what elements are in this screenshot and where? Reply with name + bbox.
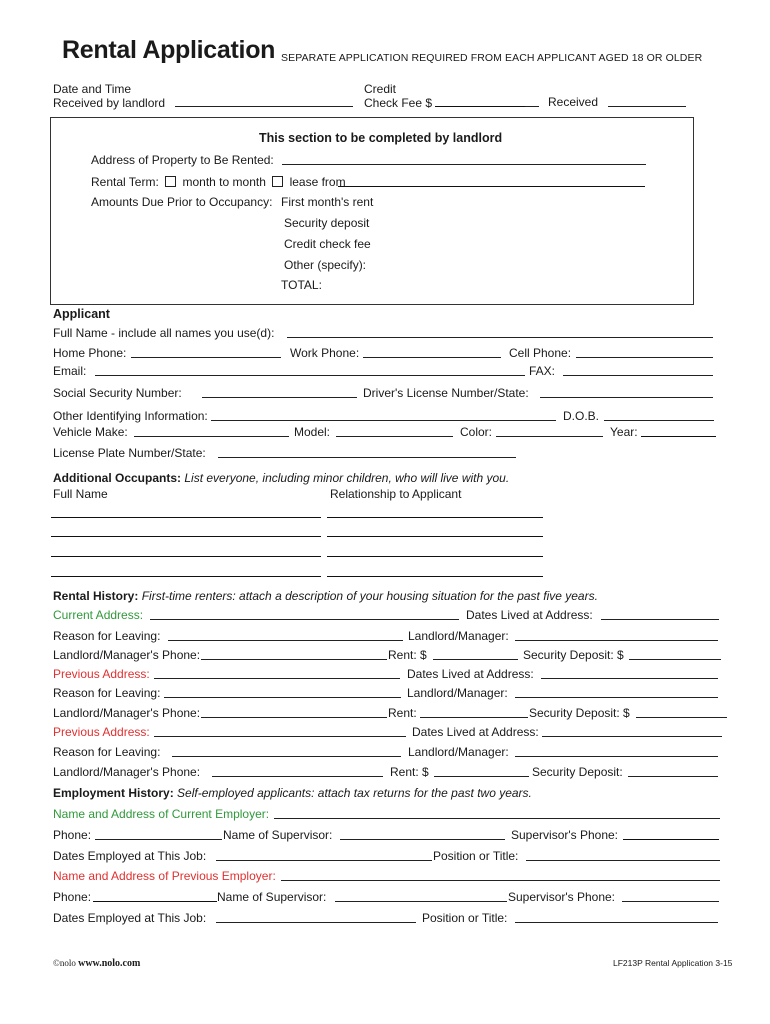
current-address-field[interactable]	[150, 619, 459, 620]
position-label: Position or Title:	[422, 911, 508, 925]
reason-leaving-label: Reason for Leaving:	[53, 629, 161, 643]
occupant-relationship-field[interactable]	[327, 576, 543, 577]
security-deposit-field[interactable]	[628, 776, 718, 777]
lm-phone-field[interactable]	[212, 776, 383, 777]
dob-field[interactable]	[604, 420, 714, 421]
employer-phone-field[interactable]	[95, 839, 222, 840]
lm-phone-label: Landlord/Manager's Phone:	[53, 648, 201, 662]
dates-employed-field[interactable]	[216, 922, 416, 923]
first-month-rent-label: First month's rent	[281, 195, 374, 209]
rental-history-heading: Rental History:	[53, 589, 139, 603]
supervisor-field[interactable]	[335, 901, 507, 902]
rental-history-header	[53, 589, 598, 603]
dates-employed-field[interactable]	[216, 860, 432, 861]
occupant-relationship-column: Relationship to Applicant	[330, 487, 462, 501]
rent-label: Rent: $	[388, 648, 427, 662]
cell-phone-label: Cell Phone:	[509, 346, 572, 360]
form-code: LF213P Rental Application 3-15	[613, 958, 733, 968]
rent-label: Rent: $	[390, 765, 429, 779]
landlord-manager-label: Landlord/Manager:	[408, 745, 509, 759]
landlord-section-heading: This section to be completed by landlord	[259, 131, 503, 145]
received-by-landlord-field[interactable]	[175, 106, 353, 107]
received-field[interactable]	[608, 106, 686, 107]
security-deposit-label: Security Deposit: $	[529, 706, 630, 720]
lm-phone-label: Landlord/Manager's Phone:	[53, 765, 201, 779]
work-phone-field[interactable]	[363, 357, 501, 358]
amounts-due-label: Amounts Due Prior to Occupancy:	[91, 195, 273, 209]
year-field[interactable]	[641, 436, 716, 437]
landlord-section-box	[50, 117, 694, 305]
lm-phone-field[interactable]	[201, 717, 387, 718]
employment-instruction: Self-employed applicants: attach tax returns for the past two years.	[177, 786, 532, 800]
other-specify-label: Other (specify):	[284, 258, 367, 272]
occupants-header	[53, 471, 509, 485]
vehicle-make-label: Vehicle Make:	[53, 425, 128, 439]
supervisor-phone-field[interactable]	[622, 901, 719, 902]
reason-leaving-field[interactable]	[172, 756, 401, 757]
previous-employer-field[interactable]	[281, 880, 720, 881]
drivers-license-label: Driver's License Number/State:	[363, 386, 529, 400]
home-phone-field[interactable]	[131, 357, 281, 358]
supervisor-field[interactable]	[340, 839, 505, 840]
email-label: Email:	[53, 364, 87, 378]
occupants-instruction: List everyone, including minor children, who will live with you.	[184, 471, 510, 485]
rent-field[interactable]	[420, 717, 528, 718]
employer-phone-label: Phone:	[53, 828, 92, 842]
occupant-name-field[interactable]	[51, 517, 321, 518]
nolo-url: www.nolo.com	[78, 958, 141, 969]
received-by-landlord-label: Received by landlord	[53, 96, 166, 110]
dates-lived-label: Dates Lived at Address:	[407, 667, 534, 681]
landlord-manager-label: Landlord/Manager:	[408, 629, 509, 643]
previous-address-label: Previous Address:	[53, 725, 150, 739]
form-subtitle: SEPARATE APPLICATION REQUIRED FROM EACH APPLICANT AGED 18 OR OLDER	[281, 52, 703, 64]
employer-phone-label: Phone:	[53, 890, 92, 904]
supervisor-label: Name of Supervisor:	[217, 890, 327, 904]
supervisor-label: Name of Supervisor:	[223, 828, 333, 842]
landlord-manager-field[interactable]	[515, 697, 718, 698]
date-time-label: Date and Time	[53, 82, 132, 96]
previous-employer-label: Name and Address of Previous Employer:	[53, 869, 276, 883]
security-deposit-field[interactable]	[636, 717, 727, 718]
color-label: Color:	[460, 425, 493, 439]
fax-field[interactable]	[563, 375, 713, 376]
occupant-name-column: Full Name	[53, 487, 108, 501]
footer-left	[53, 958, 140, 969]
model-label: Model:	[294, 425, 331, 439]
rent-label: Rent:	[388, 706, 417, 720]
position-field[interactable]	[515, 922, 718, 923]
property-address-field[interactable]	[282, 164, 646, 165]
full-name-label: Full Name - include all names you use(d):	[53, 326, 275, 340]
reason-leaving-field[interactable]	[168, 640, 403, 641]
occupants-heading: Additional Occupants:	[53, 471, 182, 485]
dates-lived-field[interactable]	[542, 736, 722, 737]
lease-checkbox[interactable]	[272, 176, 283, 187]
check-fee-field[interactable]	[435, 106, 525, 107]
model-field[interactable]	[336, 436, 453, 437]
dates-employed-label: Dates Employed at This Job:	[53, 849, 207, 863]
year-label: Year:	[610, 425, 638, 439]
vehicle-make-field[interactable]	[134, 436, 289, 437]
credit-label: Credit	[364, 82, 397, 96]
lm-phone-field[interactable]	[201, 659, 387, 660]
cell-phone-field[interactable]	[576, 357, 713, 358]
full-name-field[interactable]	[287, 337, 713, 338]
total-label: TOTAL:	[281, 278, 322, 292]
security-deposit-label: Security Deposit: $	[523, 648, 624, 662]
lm-phone-label: Landlord/Manager's Phone:	[53, 706, 201, 720]
rental-term-row: Rental Term: month to month lease from	[91, 175, 346, 189]
landlord-manager-label: Landlord/Manager:	[407, 686, 508, 700]
current-employer-field[interactable]	[274, 818, 720, 819]
occupant-relationship-field[interactable]	[327, 536, 543, 537]
reason-leaving-field[interactable]	[164, 697, 401, 698]
other-id-field[interactable]	[211, 420, 556, 421]
supervisor-phone-label: Supervisor's Phone:	[511, 828, 619, 842]
dates-lived-field[interactable]	[541, 678, 718, 679]
occupant-relationship-field[interactable]	[327, 517, 543, 518]
check-fee-label: Check Fee $	[364, 96, 433, 110]
other-id-label: Other Identifying Information:	[53, 409, 208, 423]
plate-field[interactable]	[218, 457, 516, 458]
occupant-name-field[interactable]	[51, 536, 321, 537]
credit-check-fee-label: Credit check fee	[284, 237, 371, 251]
rental-history-instruction: First-time renters: attach a description of your housing situation for the past five years.	[141, 589, 598, 603]
dates-employed-label: Dates Employed at This Job:	[53, 911, 207, 925]
previous-address-label: Previous Address:	[53, 667, 150, 681]
occupant-name-field[interactable]	[51, 556, 321, 557]
landlord-manager-field[interactable]	[515, 756, 718, 757]
supervisor-phone-label: Supervisor's Phone:	[508, 890, 616, 904]
form-title: Rental Application	[62, 36, 276, 64]
security-deposit-field[interactable]	[629, 659, 721, 660]
month-to-month-checkbox[interactable]	[165, 176, 176, 187]
employment-heading: Employment History:	[53, 786, 174, 800]
lease-from-field[interactable]	[338, 186, 645, 187]
current-address-label: Current Address:	[53, 608, 144, 622]
employer-phone-field[interactable]	[93, 901, 217, 902]
occupant-relationship-field[interactable]	[327, 556, 543, 557]
landlord-manager-field[interactable]	[515, 640, 718, 641]
current-employer-label: Name and Address of Current Employer:	[53, 807, 270, 821]
dates-lived-label: Dates Lived at Address:	[466, 608, 593, 622]
dob-label: D.O.B.	[563, 409, 600, 423]
dates-lived-field[interactable]	[601, 619, 719, 620]
reason-leaving-label: Reason for Leaving:	[53, 745, 161, 759]
reason-leaving-label: Reason for Leaving:	[53, 686, 161, 700]
rent-field[interactable]	[433, 659, 518, 660]
dates-lived-label: Dates Lived at Address:	[412, 725, 539, 739]
work-phone-label: Work Phone:	[290, 346, 360, 360]
ssn-label: Social Security Number:	[53, 386, 182, 400]
previous-address-field[interactable]	[154, 678, 400, 679]
applicant-heading: Applicant	[53, 307, 110, 321]
previous-address-field[interactable]	[154, 736, 406, 737]
security-deposit-label: Security Deposit:	[532, 765, 623, 779]
drivers-license-field[interactable]	[540, 397, 713, 398]
received-label: Received	[548, 95, 599, 109]
plate-label: License Plate Number/State:	[53, 446, 206, 460]
copyright-nolo: ©nolo	[53, 958, 76, 968]
employment-header	[53, 786, 532, 800]
supervisor-phone-field[interactable]	[623, 839, 719, 840]
color-field[interactable]	[496, 436, 603, 437]
ssn-field[interactable]	[202, 397, 357, 398]
security-deposit-label: Security deposit	[284, 216, 370, 230]
email-field[interactable]	[95, 375, 525, 376]
position-field[interactable]	[526, 860, 720, 861]
fax-label: FAX:	[529, 364, 556, 378]
rent-field[interactable]	[434, 776, 529, 777]
property-address-label: Address of Property to Be Rented:	[91, 153, 274, 167]
position-label: Position or Title:	[433, 849, 519, 863]
occupant-name-field[interactable]	[51, 576, 321, 577]
home-phone-label: Home Phone:	[53, 346, 127, 360]
